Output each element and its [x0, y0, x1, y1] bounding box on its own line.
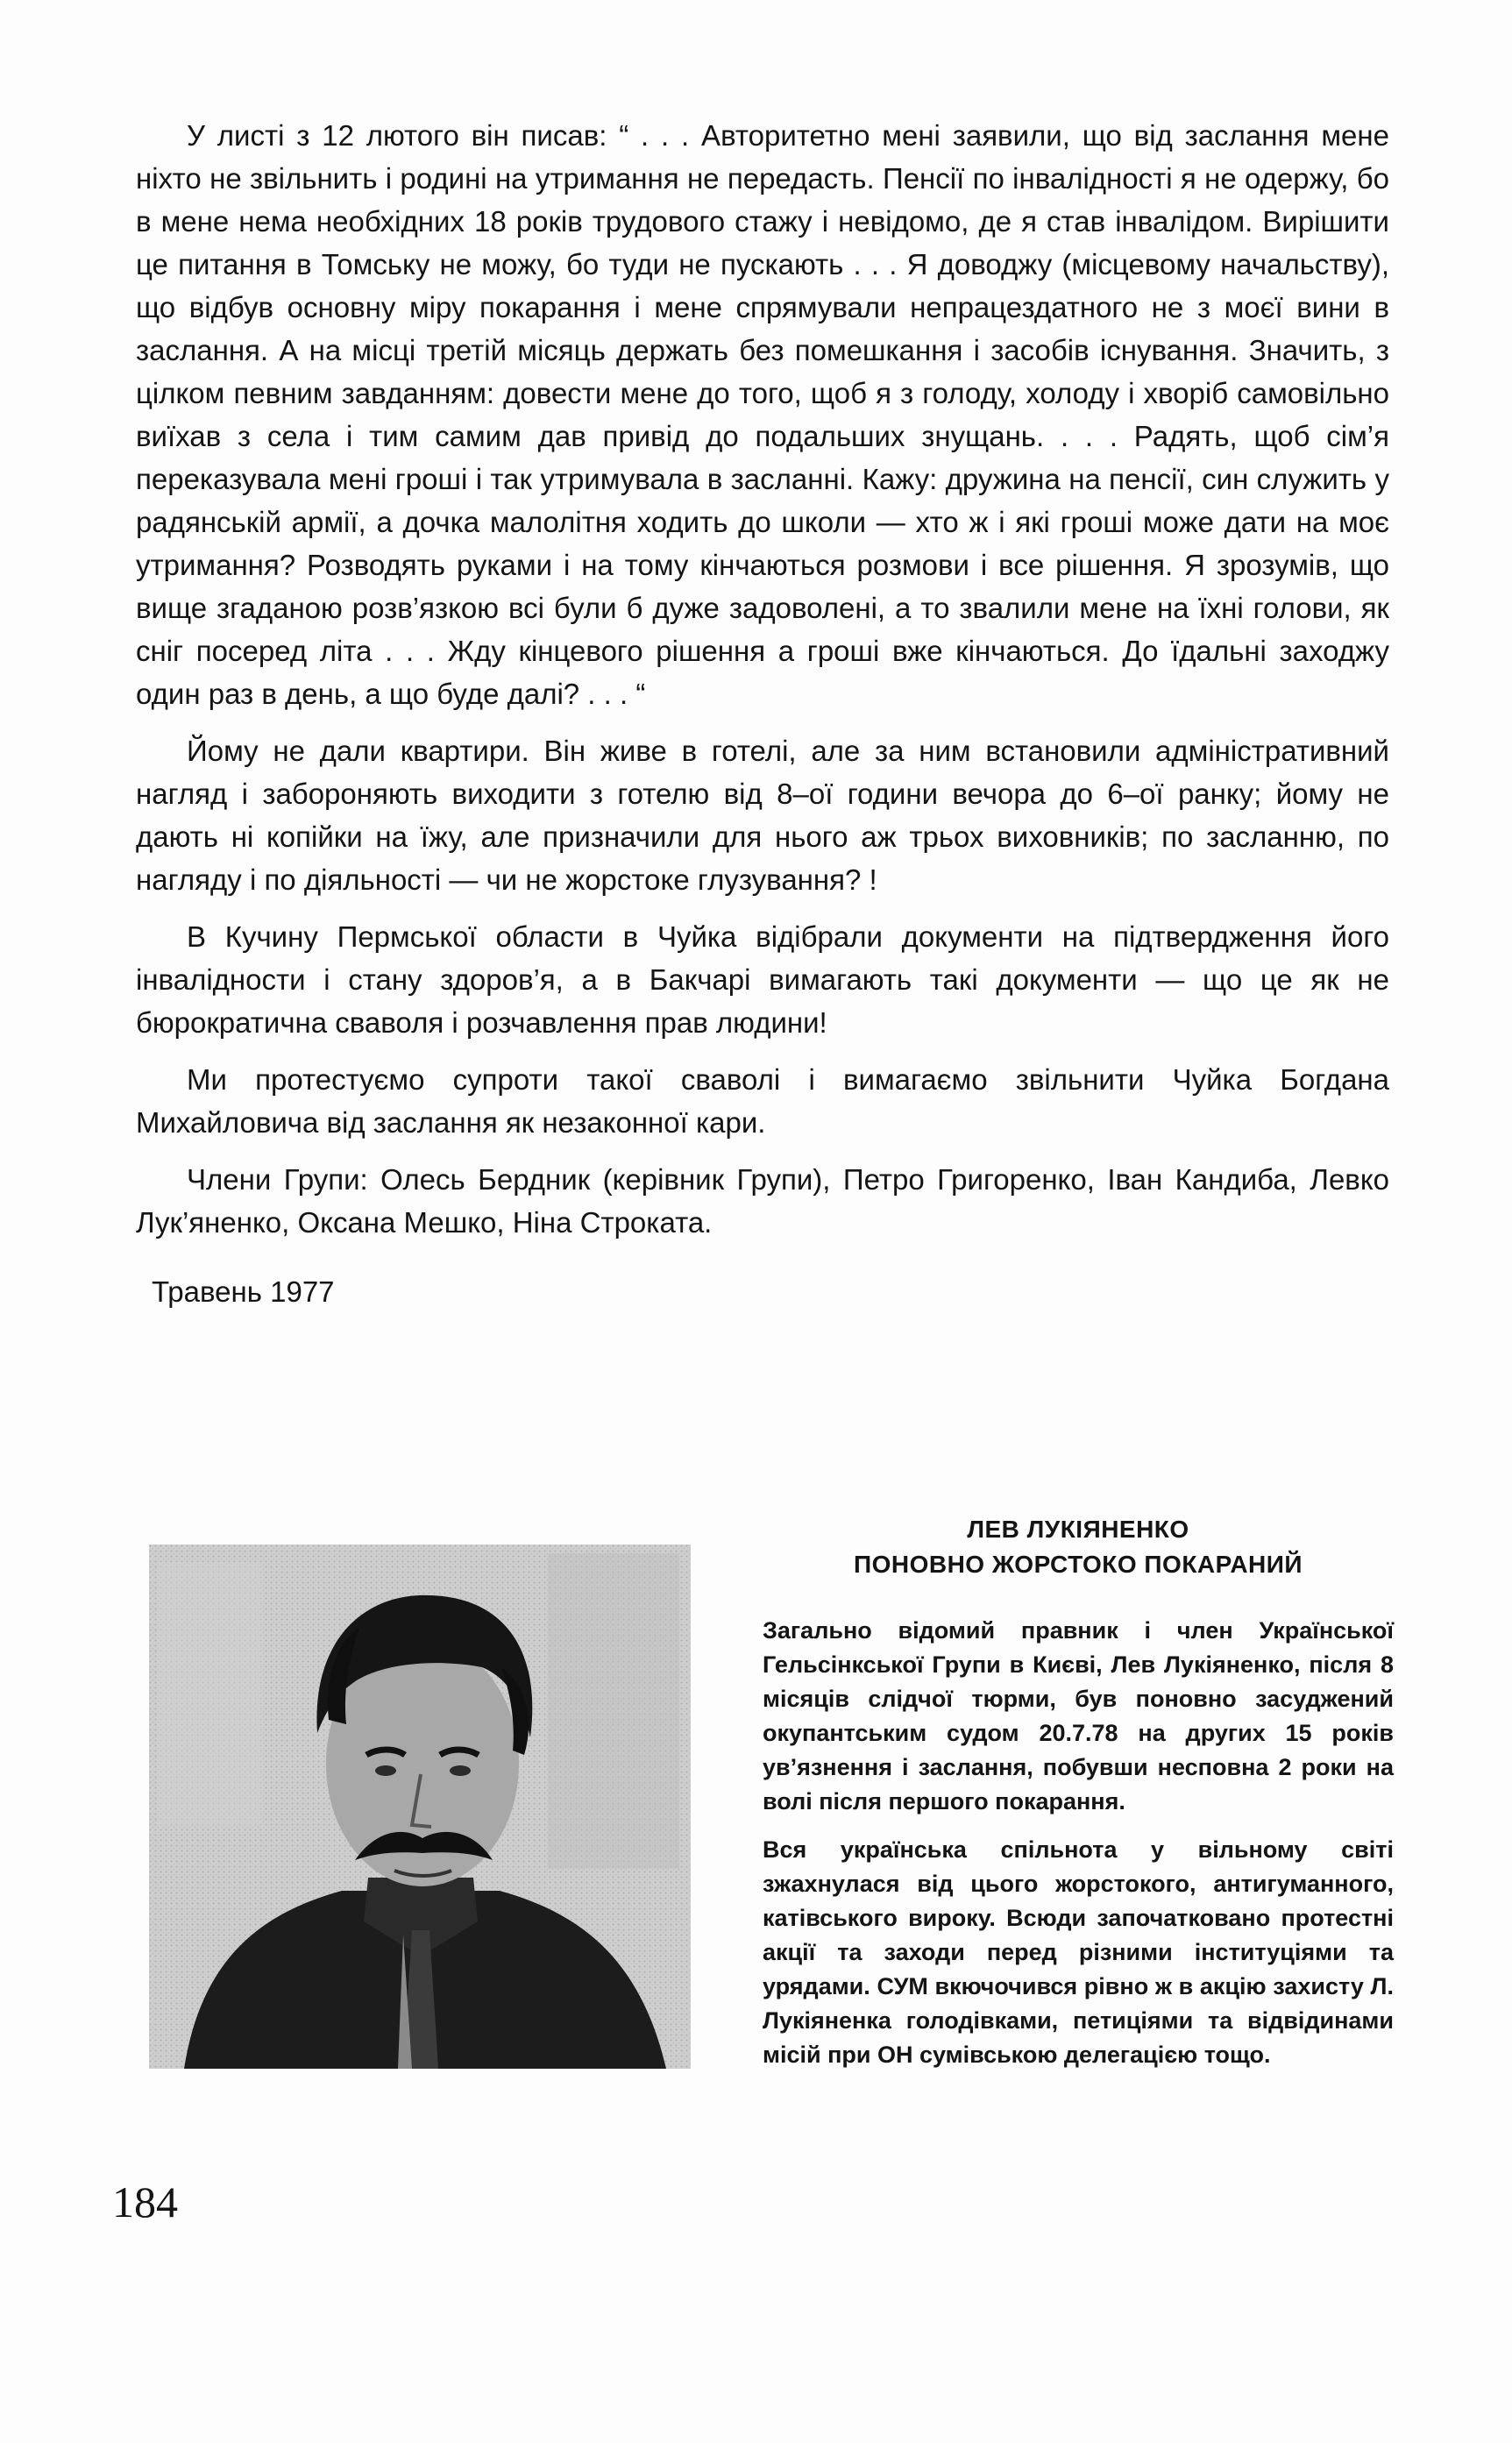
portrait-image: [149, 1545, 691, 2069]
sidebar-heading-line-2: ПОНОВНО ЖОРСТОКО ПОКАРАНИЙ: [853, 1551, 1303, 1578]
document-date: Травень 1977: [152, 1275, 335, 1308]
portrait-photo: [149, 1545, 691, 2069]
sidebar-heading: [763, 1512, 1394, 1582]
paragraph-protest-demand: Ми протестуємо супроти такої сваволі і вимагаємо звільнити Чуйка Богдана Михайловича від заслання як незаконної кари.: [136, 1063, 1389, 1139]
paragraph-hotel-supervision: Йому не дали квартири. Він живе в готелі, але за ним встановили адміністративний нагляд і забороняють виходити з готелю від 8–ої години вечора до 6–ої ранку; йому не дають ні копійки на їжу, але призначили для нього аж трьох виховників; по засланню, по нагляду і по діяльності — чи не жорстоке глузування? !: [136, 735, 1389, 896]
signatories-list: Члени Групи: Олесь Бердник (керівник Групи), Петро Григоренко, Іван Кандиба, Левко Лук’яненко, Оксана Мешко, Ніна Строката.: [136, 1163, 1389, 1239]
sidebar-paragraph-reaction: Вся українська спільнота у вільному світі зжахнулася від цього жорстокого, антигуманного, катівського вироку. Всюди започатковано протестні акції та заходи перед різними інституціями та урядами. СУМ вкючочився рівно ж в акцію захисту Л. Лукіяненка голодівками, петиціями та відвідинами місій при ОН сумівською делегацією тощо.: [763, 1836, 1394, 2068]
page-number: 184: [112, 2177, 178, 2226]
sidebar-paragraph-sentence: Загально відомий правник і член Української Гельсінкської Групи в Києві, Лев Лукіяненко, після 8 місяців слідчої тюрми, був поновно засуджений окупантським судом 20.7.78 на других 15 років ув’язнення і заслання, побувши несповна 2 роки на волі після першого покарання.: [763, 1617, 1394, 1814]
paragraph-letter-quote: У листі з 12 лютого він писав: “ . . . Авторитетно мені заявили, що від заслання мене ніхто не звільнить і родині на утримання не передасть. Пенсії по інвалідності я не одержу, бо в мене нема необхідних 18 років трудового стажу і невідомо, де я став інвалідом. Вирішити це питання в Томську не можу, бо туди не пускають . . . Я доводжу (місцевому начальству), що відбув основну міру покарання і мене спрямували непрацездатного не з моєї вини в заслання. А на місці третій місяць держать без помешкання і засобів існування. Значить, з цілком певним завданням: довести мене до того, щоб я з голоду, холоду і хворіб самовільно виїхав з села і тим самим дав привід до подальших знущань. . . . Радять, щоб сім’я переказувала мені гроші і так утримувала в засланні. Кажу: дружина на пенсії, син служить у радянській армії, а дочка малолітня ходить до школи — хто ж і які гроші може дати на моє утримання? Розводять руками і на тому кінчаються розмови і все рішення. Я зрозумів, що вище згаданою розв’язкою всі були б дуже задоволені, а то звалили мене на їхні голови, як сніг посеред літа . . . Жду кінцевого рішення а гроші вже кінчаються. До їдальні заходжу один раз в день, а що буде далі? . . . “: [136, 119, 1389, 710]
paragraph-documents-seized: В Кучину Пермської области в Чуйка відібрали документи на підтвердження його інвалідности і стану здоров’я, а в Бакчарі вимагають такі документи — що це як не бюрократична сваволя і розчавлення прав людини!: [136, 920, 1389, 1039]
sidebar-article: [763, 1512, 1394, 2086]
article-body: [136, 114, 1389, 1313]
sidebar-heading-line-1: ЛЕВ ЛУКІЯНЕНКО: [967, 1516, 1189, 1543]
